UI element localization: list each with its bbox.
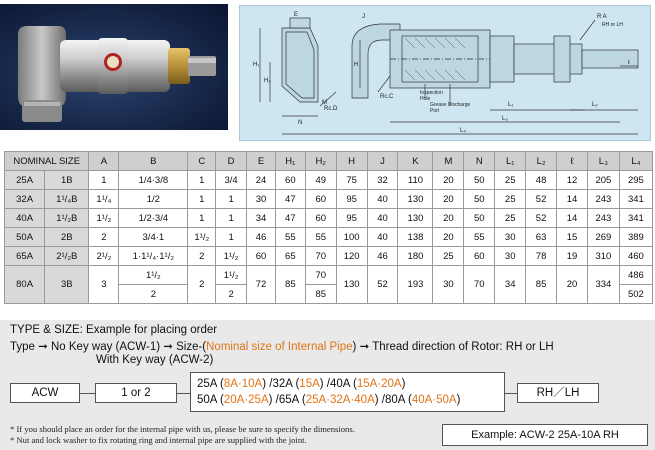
type-label: Type <box>10 341 35 353</box>
table-row <box>5 247 653 266</box>
cell-value: 205 <box>587 171 619 190</box>
cell-value: 14 <box>557 190 588 209</box>
sizes-line-1 <box>197 376 498 392</box>
cell-value: 12 <box>557 171 588 190</box>
cell-nominal-size: 32A <box>5 190 45 209</box>
cell-value: 50 <box>464 171 495 190</box>
label-m: M <box>322 100 327 106</box>
cell-nominal-size: 1¹/₂B <box>45 209 89 228</box>
pipe-size-option: 20A·25A <box>223 394 269 406</box>
size-label: Size-( <box>176 341 207 353</box>
cell-value: 110 <box>398 171 433 190</box>
cell-value: 20 <box>433 190 464 209</box>
cell-value: 20 <box>433 209 464 228</box>
arrow-icon: ➞ <box>359 341 370 353</box>
cell-h: 130 <box>336 266 367 304</box>
header-l1: L₁ <box>495 152 526 171</box>
rh-lh-box: RH／LH <box>517 383 599 403</box>
thread-label: Thread direction of Rotor: RH or LH <box>372 341 554 353</box>
sizes-box <box>190 372 505 412</box>
label-inspection-2: Hole <box>420 96 431 102</box>
cell-n: 70 <box>464 266 495 304</box>
cell-value: 130 <box>398 190 433 209</box>
cell-value: 30 <box>495 228 526 247</box>
table-row <box>5 171 653 190</box>
with-key-label: With Key way (ACW-2) <box>96 354 214 366</box>
pipe-size-option: 15A·20A <box>356 378 402 390</box>
size-nominal-label: Nominal size of Internal Pipe <box>206 341 353 353</box>
pipe-size-option: 15A <box>299 378 320 390</box>
cell-value: 55 <box>275 228 305 247</box>
cell-value: 1·1¹/₄·1¹/₂ <box>119 247 188 266</box>
cell-value: 32 <box>367 171 398 190</box>
label-rh-lh: RH or LH <box>602 22 623 28</box>
label-grease: Grease Discharge <box>430 102 471 108</box>
pipe-size-option: 8A·10A <box>223 378 263 390</box>
label-ell: ℓ <box>628 60 630 66</box>
connector-line <box>80 393 95 394</box>
cell-value: 138 <box>398 228 433 247</box>
label-e: E <box>294 12 299 18</box>
cell-value: 1 <box>216 228 247 247</box>
label-rc-d: Rc.D <box>324 106 338 112</box>
size-text: ) /80A ( <box>374 394 412 406</box>
size-text: 50A ( <box>197 394 224 406</box>
cell-value: 52 <box>526 209 557 228</box>
size-text: 25A ( <box>197 378 224 390</box>
label-l4: L₄ <box>460 128 466 134</box>
cell-j: 52 <box>367 266 398 304</box>
cell-value: 20 <box>433 171 464 190</box>
cell-nominal-size: 2¹/₂B <box>45 247 89 266</box>
order-type-line <box>10 339 554 353</box>
cell-value: 55 <box>464 228 495 247</box>
table-header-row <box>5 152 653 171</box>
cell-value: 100 <box>336 228 367 247</box>
header-h2: H₂ <box>305 152 336 171</box>
cell-value: 50 <box>464 190 495 209</box>
cell-nominal-size: 50A <box>5 228 45 247</box>
note-2: * Nut and lock washer to fix rotating ring and internal pipe are supplied with the joint. <box>10 435 307 445</box>
cell-value: 269 <box>587 228 619 247</box>
cell-value: 40 <box>367 190 398 209</box>
header-nominal-size: NOMINAL SIZE <box>5 152 89 171</box>
cell-value: 75 <box>336 171 367 190</box>
cell-value: 63 <box>526 228 557 247</box>
cell-value: 24 <box>247 171 276 190</box>
size-close: ) <box>352 341 357 353</box>
label-l3: L₃ <box>502 116 508 122</box>
header-b: B <box>119 152 188 171</box>
cell-value: 50 <box>464 209 495 228</box>
pipe-size-option: 40A·50A <box>411 394 457 406</box>
cell-value: 30 <box>247 190 276 209</box>
label-inspection: Inspection <box>420 90 443 96</box>
cell-value: 60 <box>305 190 336 209</box>
header-h: H <box>336 152 367 171</box>
cell-value: 295 <box>619 171 652 190</box>
label-grease-2: Port <box>430 108 440 114</box>
cell-l1: 34 <box>495 266 526 304</box>
cell-l3: 334 <box>587 266 619 304</box>
cell-h2-2: 85 <box>305 285 336 304</box>
table-row <box>5 228 653 247</box>
arrow-icon: ➞ <box>163 341 173 353</box>
connector-line <box>505 393 517 394</box>
cell-value: 47 <box>275 190 305 209</box>
cell-value: 60 <box>247 247 276 266</box>
cell-size-a: 80A <box>5 266 45 304</box>
cell-value: 70 <box>305 247 336 266</box>
header-l2: L₂ <box>526 152 557 171</box>
cell-b-1: 1¹/₂ <box>119 266 188 285</box>
cell-value: 60 <box>464 247 495 266</box>
cell-l2: 85 <box>526 266 557 304</box>
header-j: J <box>367 152 398 171</box>
cell-k: 193 <box>398 266 433 304</box>
cell-value: 49 <box>305 171 336 190</box>
cell-value: 1 <box>188 209 216 228</box>
option-box: 1 or 2 <box>95 383 177 403</box>
label-h1: H₁ <box>253 62 260 68</box>
cell-d-1: 1¹/₂ <box>216 266 247 285</box>
cell-value: 341 <box>619 190 652 209</box>
cell-size-b: 3B <box>45 266 89 304</box>
label-h: H <box>354 62 359 68</box>
cell-value: 48 <box>526 171 557 190</box>
cell-value: 46 <box>367 247 398 266</box>
pipe-size-option: 25A·32A·40A <box>305 394 375 406</box>
table-row-80a <box>5 266 653 285</box>
table-row <box>5 190 653 209</box>
cell-value: 2¹/₂ <box>89 247 119 266</box>
cell-value: 1¹/₂ <box>216 247 247 266</box>
dimension-drawing <box>239 5 651 141</box>
cell-value: 1 <box>188 171 216 190</box>
cell-value: 1¹/₂ <box>188 228 216 247</box>
header-m: M <box>433 152 464 171</box>
size-text: ) /40A ( <box>319 378 357 390</box>
cell-value: 60 <box>275 171 305 190</box>
header-a: A <box>89 152 119 171</box>
product-photo <box>0 4 228 130</box>
cell-value: 1¹/₄ <box>89 190 119 209</box>
cell-nominal-size: 65A <box>5 247 45 266</box>
cell-m: 30 <box>433 266 464 304</box>
cell-value: 25 <box>495 190 526 209</box>
cell-value: 1 <box>89 171 119 190</box>
cell-value: 3/4 <box>216 171 247 190</box>
cell-value: 95 <box>336 209 367 228</box>
cell-value: 130 <box>398 209 433 228</box>
cell-value: 15 <box>557 228 588 247</box>
cell-value: 310 <box>587 247 619 266</box>
size-text: ) /32A ( <box>262 378 300 390</box>
cell-value: 95 <box>336 190 367 209</box>
cell-value: 1/2 <box>119 190 188 209</box>
header-l3: L₃ <box>587 152 619 171</box>
label-l1: L₁ <box>508 102 514 108</box>
cell-e: 72 <box>247 266 276 304</box>
cell-value: 243 <box>587 190 619 209</box>
example-box: Example: ACW-2 25A-10A RH <box>442 424 648 446</box>
cell-value: 1¹/₂ <box>89 209 119 228</box>
cell-value: 20 <box>433 228 464 247</box>
cell-value: 3/4·1 <box>119 228 188 247</box>
cell-value: 40 <box>367 228 398 247</box>
cell-value: 46 <box>247 228 276 247</box>
cell-l4-2: 502 <box>619 285 652 304</box>
size-text: ) <box>401 378 406 390</box>
label-j: J <box>362 14 365 20</box>
cell-value: 34 <box>247 209 276 228</box>
note-1: * If you should place an order for the internal pipe with us, please be sure to specify the dimensions. <box>10 424 355 434</box>
cell-value: 47 <box>275 209 305 228</box>
arrow-icon: ➞ <box>38 341 48 353</box>
cell-value: 25 <box>433 247 464 266</box>
cell-value: 25 <box>495 209 526 228</box>
cell-value: 1/2·3/4 <box>119 209 188 228</box>
cell-nominal-size: 1¹/₄B <box>45 190 89 209</box>
cell-nominal-size: 1B <box>45 171 89 190</box>
cell-value: 14 <box>557 209 588 228</box>
header-ell: ℓ <box>557 152 588 171</box>
no-key-label: No Key way (ACW-1) <box>50 341 161 353</box>
order-title: TYPE & SIZE: Example for placing order <box>10 324 218 336</box>
cell-value: 243 <box>587 209 619 228</box>
cell-value: 2 <box>89 228 119 247</box>
acw-box: ACW <box>10 383 80 403</box>
header-n: N <box>464 152 495 171</box>
cell-value: 25 <box>495 171 526 190</box>
cell-value: 1 <box>216 190 247 209</box>
cell-value: 1/4·3/8 <box>119 171 188 190</box>
top-band <box>0 0 655 145</box>
header-c: C <box>188 152 216 171</box>
header-l4: L₄ <box>619 152 652 171</box>
label-ra: R A <box>597 14 607 20</box>
label-h2: H₂ <box>264 78 271 84</box>
cell-b-2: 2 <box>119 285 188 304</box>
cell-value: 30 <box>495 247 526 266</box>
cell-value: 341 <box>619 209 652 228</box>
rotary-joint-photo-illustration <box>0 4 228 130</box>
order-section <box>0 320 655 450</box>
cell-value: 120 <box>336 247 367 266</box>
cell-value: 460 <box>619 247 652 266</box>
table-row <box>5 209 653 228</box>
header-h1: H₁ <box>275 152 305 171</box>
cell-h1: 85 <box>275 266 305 304</box>
cell-c: 2 <box>188 266 216 304</box>
cell-value: 60 <box>305 209 336 228</box>
cell-nominal-size: 25A <box>5 171 45 190</box>
cell-value: 389 <box>619 228 652 247</box>
connector-line <box>177 393 190 394</box>
cell-value: 1 <box>188 190 216 209</box>
sizes-line-2 <box>197 392 498 408</box>
size-text: ) /65A ( <box>268 394 306 406</box>
cell-value: 78 <box>526 247 557 266</box>
cell-value: 19 <box>557 247 588 266</box>
cell-value: 1 <box>216 209 247 228</box>
cell-value: 65 <box>275 247 305 266</box>
cell-value: 52 <box>526 190 557 209</box>
size-text: ) <box>456 394 461 406</box>
label-rc-c: Rc.C <box>380 94 394 100</box>
cell-nominal-size: 2B <box>45 228 89 247</box>
cell-nominal-size: 40A <box>5 209 45 228</box>
cell-value: 55 <box>305 228 336 247</box>
label-n: N <box>298 120 303 126</box>
cell-value: 40 <box>367 209 398 228</box>
label-l2: L₂ <box>592 102 598 108</box>
cell-a: 3 <box>89 266 119 304</box>
cell-h2-1: 70 <box>305 266 336 285</box>
cell-d-2: 2 <box>216 285 247 304</box>
header-e: E <box>247 152 276 171</box>
cell-value: 2 <box>188 247 216 266</box>
header-k: K <box>398 152 433 171</box>
header-d: D <box>216 152 247 171</box>
cell-l4-1: 486 <box>619 266 652 285</box>
cell-ell: 20 <box>557 266 588 304</box>
cross-section-drawing <box>240 6 652 142</box>
dimension-table <box>4 151 653 304</box>
cell-value: 180 <box>398 247 433 266</box>
